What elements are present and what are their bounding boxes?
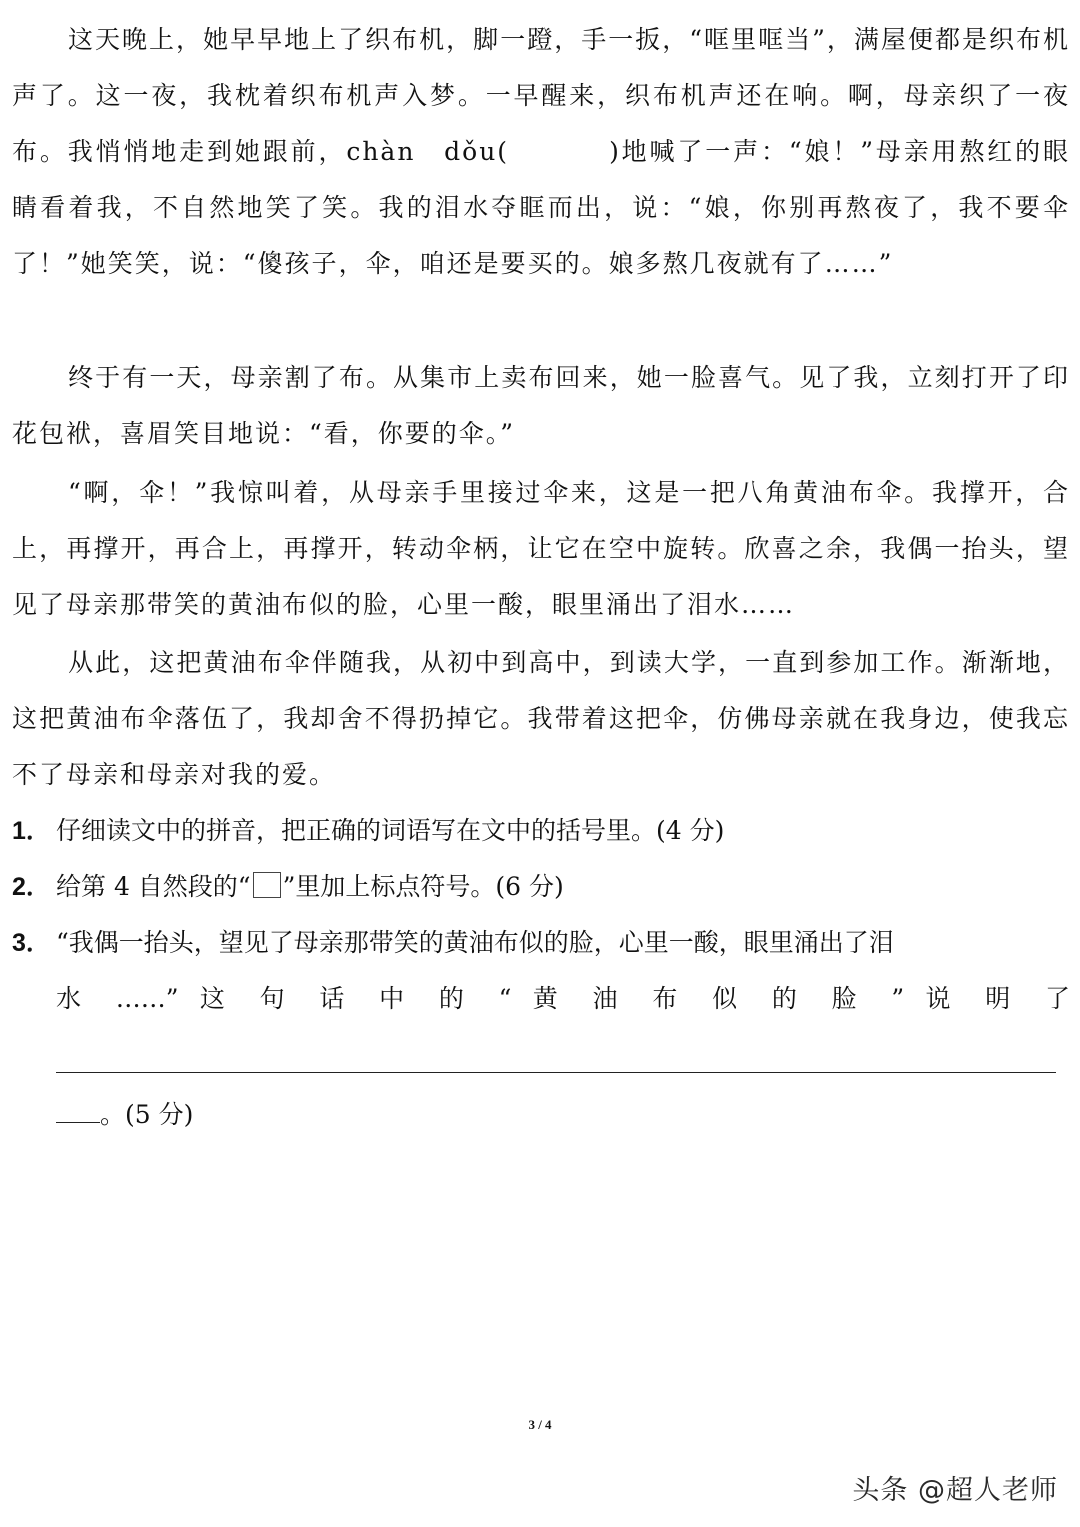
question-2-text-before: 给第 4 自然段的“ [56,872,251,901]
question-1 [12,803,1070,859]
paragraph-3-text: “啊，伞！”我惊叫着，从母亲手里接过伞来，这是一把八角黄油布伞。我撑开，合上，再撑开，再合上，再撑开，转动伞柄，让它在空中旋转。欣喜之余，我偶一抬头，望见了母亲那带笑的黄油布似的脸，心里一酸，眼里涌出了泪水…… [12,478,1070,619]
paragraph-2-text: 终于有一天，母亲割了布。从集市上卖布回来，她一脸喜气。见了我，立刻打开了印花包袱，喜眉笑目地说：“看，你要的伞。” [12,363,1070,448]
paragraph-1-text-a: 这天晚上，她早早地上了织布机，脚一蹬，手一扳，“哐里哐当”，满屋便都是织布机声了。这一夜，我枕着织布机声入梦。一早醒来，织布机声还在响。啊，母亲织了一夜布。我悄悄地走到她跟前，chàn dǒu( [12,25,1070,166]
question-2-number: 2． [12,873,51,901]
question-2 [12,859,1070,915]
watermark: 头条 @超人老师 [852,1475,1058,1506]
paragraph-1 [12,12,1070,292]
question-1-number: 1． [12,817,51,845]
punctuation-box-icon [253,872,281,898]
question-3-line-1: “我偶一抬头，望见了母亲那带笑的黄油布似的脸，心里一酸，眼里涌出了泪 [56,928,894,957]
paragraph-4-text: 从此，这把黄油布伞伴随我，从初中到高中，到读大学，一直到参加工作。渐渐地，这把黄油布伞落伍了，我却舍不得扔掉它。我带着这把伞，仿佛母亲就在我身边，使我忘不了母亲和母亲对我的爱。 [12,648,1070,789]
paragraph-4 [12,635,1070,803]
paragraph-2 [12,350,1070,462]
short-answer-blank[interactable] [56,1092,100,1123]
question-3-tail [56,1087,193,1143]
paragraph-3 [12,465,1070,633]
paragraph-1-text-b: )地喊了一声：“娘！”母亲用熬红的眼睛看着我，不自然地笑了笑。我的泪水夺眶而出，说：“娘，你别再熬夜了，我不要伞了！”她笑笑，说：“傻孩子，伞，咱还是要买的。娘多熬几夜就有了……” [12,137,1070,278]
answer-line[interactable] [56,1072,1056,1073]
question-2-text-after: ”里加上标点符号。(6 分) [282,872,564,901]
question-3-line-2: 水 ……” 这 句 话 中 的 “ 黄 油 布 似 的 脸 ” 说 明 了 [56,984,1070,1013]
question-1-text: 仔细读文中的拼音，把正确的词语写在文中的括号里。(4 分) [56,816,725,845]
page-number: 3 / 4 [528,1417,552,1432]
question-3-number: 3． [12,929,51,957]
question-3-tail-text: 。(5 分) [100,1100,194,1129]
question-3 [12,915,1070,971]
